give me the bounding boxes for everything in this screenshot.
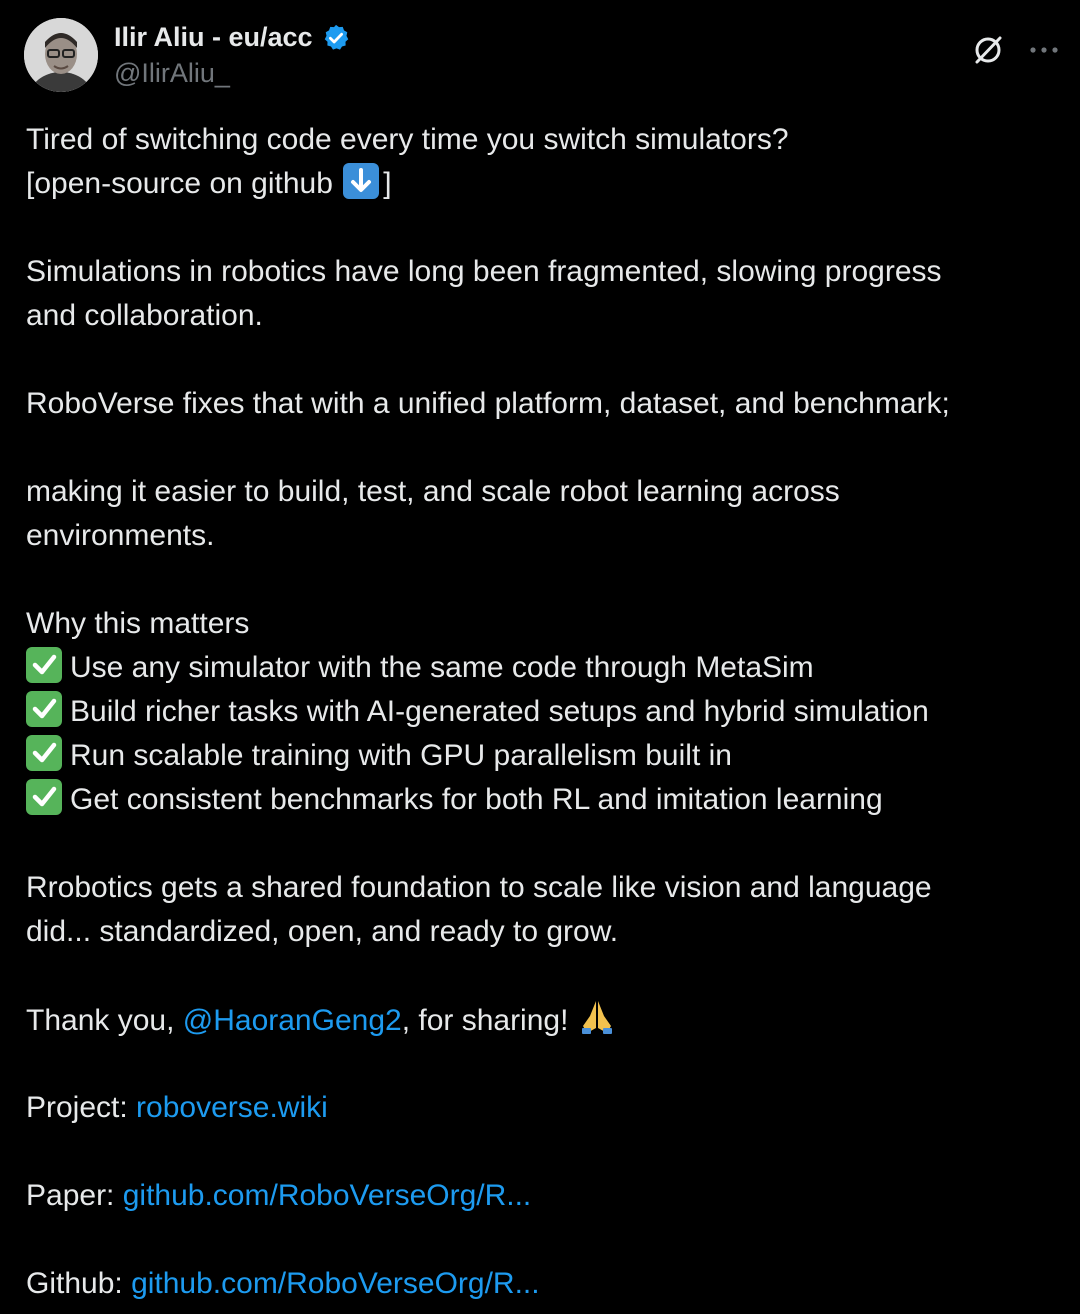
paragraph-4-line-2: did... standardized, open, and ready to grow.	[26, 915, 619, 948]
paper-line: Paper: github.com/RoboVerseOrg/R...	[26, 1179, 532, 1212]
benefit-item: Use any simulator with the same code through MetaSim	[26, 646, 1066, 690]
paper-link[interactable]: github.com/RoboVerseOrg/R...	[122, 1179, 532, 1212]
paragraph-1-line-1: Simulations in robotics have long been fragmented, slowing progress	[26, 255, 942, 288]
intro-line-2: [open-source on github ]	[26, 162, 1066, 206]
post-text	[26, 118, 1066, 1306]
project-link[interactable]: roboverse.wiki	[136, 1091, 328, 1124]
github-link[interactable]: github.com/RoboVerseOrg/R...	[131, 1267, 540, 1300]
grok-button[interactable]	[966, 28, 1010, 72]
author-display-name[interactable]: Ilir Aliu - eu/acc	[114, 22, 313, 52]
folded-hands-emoji	[577, 998, 617, 1049]
paragraph-2: RoboVerse fixes that with a unified platform, dataset, and benchmark;	[26, 387, 950, 420]
author-handle[interactable]: @IlirAliu_	[114, 58, 230, 88]
down-arrow-emoji	[343, 163, 379, 199]
more-options-button[interactable]	[1022, 28, 1066, 72]
mention-link[interactable]: @HaoranGeng2	[182, 1004, 402, 1037]
check-mark-emoji	[26, 779, 62, 815]
why-heading: Why this matters	[26, 607, 250, 640]
benefit-item: Get consistent benchmarks for both RL and imitation learning	[26, 778, 1066, 822]
check-mark-emoji	[26, 735, 62, 771]
paragraph-1-line-2: and collaboration.	[26, 299, 263, 332]
intro-line-1: Tired of switching code every time you switch simulators?	[26, 123, 789, 156]
project-line: Project: roboverse.wiki	[26, 1091, 328, 1124]
github-line: Github: github.com/RoboVerseOrg/R...	[26, 1267, 540, 1300]
paragraph-3-line-1: making it easier to build, test, and scale robot learning across	[26, 475, 840, 508]
author-name-row	[114, 22, 351, 53]
grok-icon	[971, 33, 1005, 67]
verified-badge-icon	[321, 23, 351, 53]
avatar[interactable]	[24, 18, 98, 92]
paragraph-4-line-1: Rrobotics gets a shared foundation to scale like vision and language	[26, 871, 932, 904]
benefit-item: Build richer tasks with AI-generated setups and hybrid simulation	[26, 690, 1066, 734]
more-options-icon	[1029, 46, 1059, 54]
benefit-item: Run scalable training with GPU parallelism built in	[26, 734, 1066, 778]
check-mark-emoji	[26, 647, 62, 683]
check-mark-emoji	[26, 691, 62, 727]
thanks-line: Thank you, @HaoranGeng2, for sharing!	[26, 998, 1066, 1042]
paragraph-3-line-2: environments.	[26, 519, 215, 552]
post-header	[0, 0, 1080, 110]
